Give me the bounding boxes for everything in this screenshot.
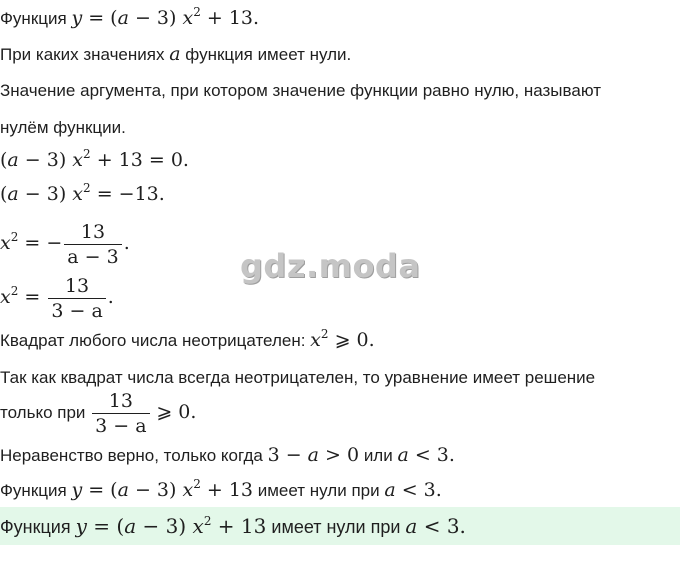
reasoning-text-1: Так как квадрат числа всегда неотрицателен, то уравнение имеет решение	[0, 368, 596, 387]
conclusion-text-start: Функция	[0, 481, 67, 500]
square-nonnegative-formula: $x^2$ ⩾ 0.	[310, 327, 375, 351]
fraction-1-denominator: a − 3	[64, 244, 121, 268]
inequality-text-start: Неравенство верно, только когда	[0, 446, 263, 465]
question-line	[0, 42, 351, 67]
fraction-3	[92, 390, 149, 437]
conclusion-text-end: имеет нули при	[257, 481, 380, 500]
inequality-sign: ⩾ 0.	[156, 401, 197, 423]
fraction-1-numerator: 13	[80, 220, 106, 243]
question-text-start: При каких значениях	[0, 45, 165, 64]
question-variable: a	[169, 43, 181, 65]
answer-formula: y = (a − 3) $x^2 + 13$	[75, 514, 267, 538]
definition-text-2: нулём функции.	[0, 118, 126, 137]
answer-condition: a < 3.	[405, 514, 466, 538]
reasoning-line-2	[0, 387, 196, 438]
fraction-2-denominator: 3 − a	[48, 298, 105, 322]
conclusion-formula: y = (a − 3) $x^2 + 13$	[71, 477, 254, 501]
conclusion-line	[0, 478, 442, 503]
watermark-logo: gdz.moda	[240, 247, 421, 285]
question-text-end: функция имеет нули.	[185, 45, 352, 64]
function-label: Функция	[0, 9, 67, 28]
reasoning-text-2: только при	[0, 403, 86, 422]
answer-text-end: имеет нули при	[271, 517, 401, 537]
equation-step-1: (a − 3) $x^2 + 13 = 0$.	[0, 147, 189, 171]
inequality-formula-2: a < 3.	[397, 444, 455, 466]
inequality-text-or: или	[363, 446, 393, 465]
equation-step-2: (a − 3) $x^2 = -13$.	[0, 181, 165, 205]
definition-text-1: Значение аргумента, при котором значение функции равно нулю, называют	[0, 81, 601, 100]
answer-line	[0, 514, 466, 539]
function-formula: y = (a − 3) $x^2 + 13$.	[71, 5, 260, 29]
definition-line-1	[0, 79, 601, 103]
fraction-3-denominator: 3 − a	[92, 413, 149, 437]
square-nonnegative-line	[0, 328, 375, 353]
conclusion-condition: a < 3.	[384, 479, 442, 501]
inequality-formula-1: 3 − a > 0	[267, 444, 360, 466]
fraction-2-numerator: 13	[64, 274, 90, 297]
fraction-3-numerator: 13	[108, 390, 133, 413]
equation-step-3: $x^2$ = − $\frac{13}{a - 3}$ .	[0, 220, 130, 268]
definition-line-2	[0, 116, 126, 140]
function-statement	[0, 6, 259, 31]
fraction-2	[48, 275, 105, 322]
square-nonnegative-text: Квадрат любого числа неотрицателен:	[0, 331, 306, 350]
equation-step-4: $x^2$ = $\frac{13}{3 - a}$ .	[0, 274, 114, 322]
answer-text-start: Функция	[0, 517, 71, 537]
inequality-line	[0, 443, 455, 468]
fraction-1	[64, 221, 121, 268]
